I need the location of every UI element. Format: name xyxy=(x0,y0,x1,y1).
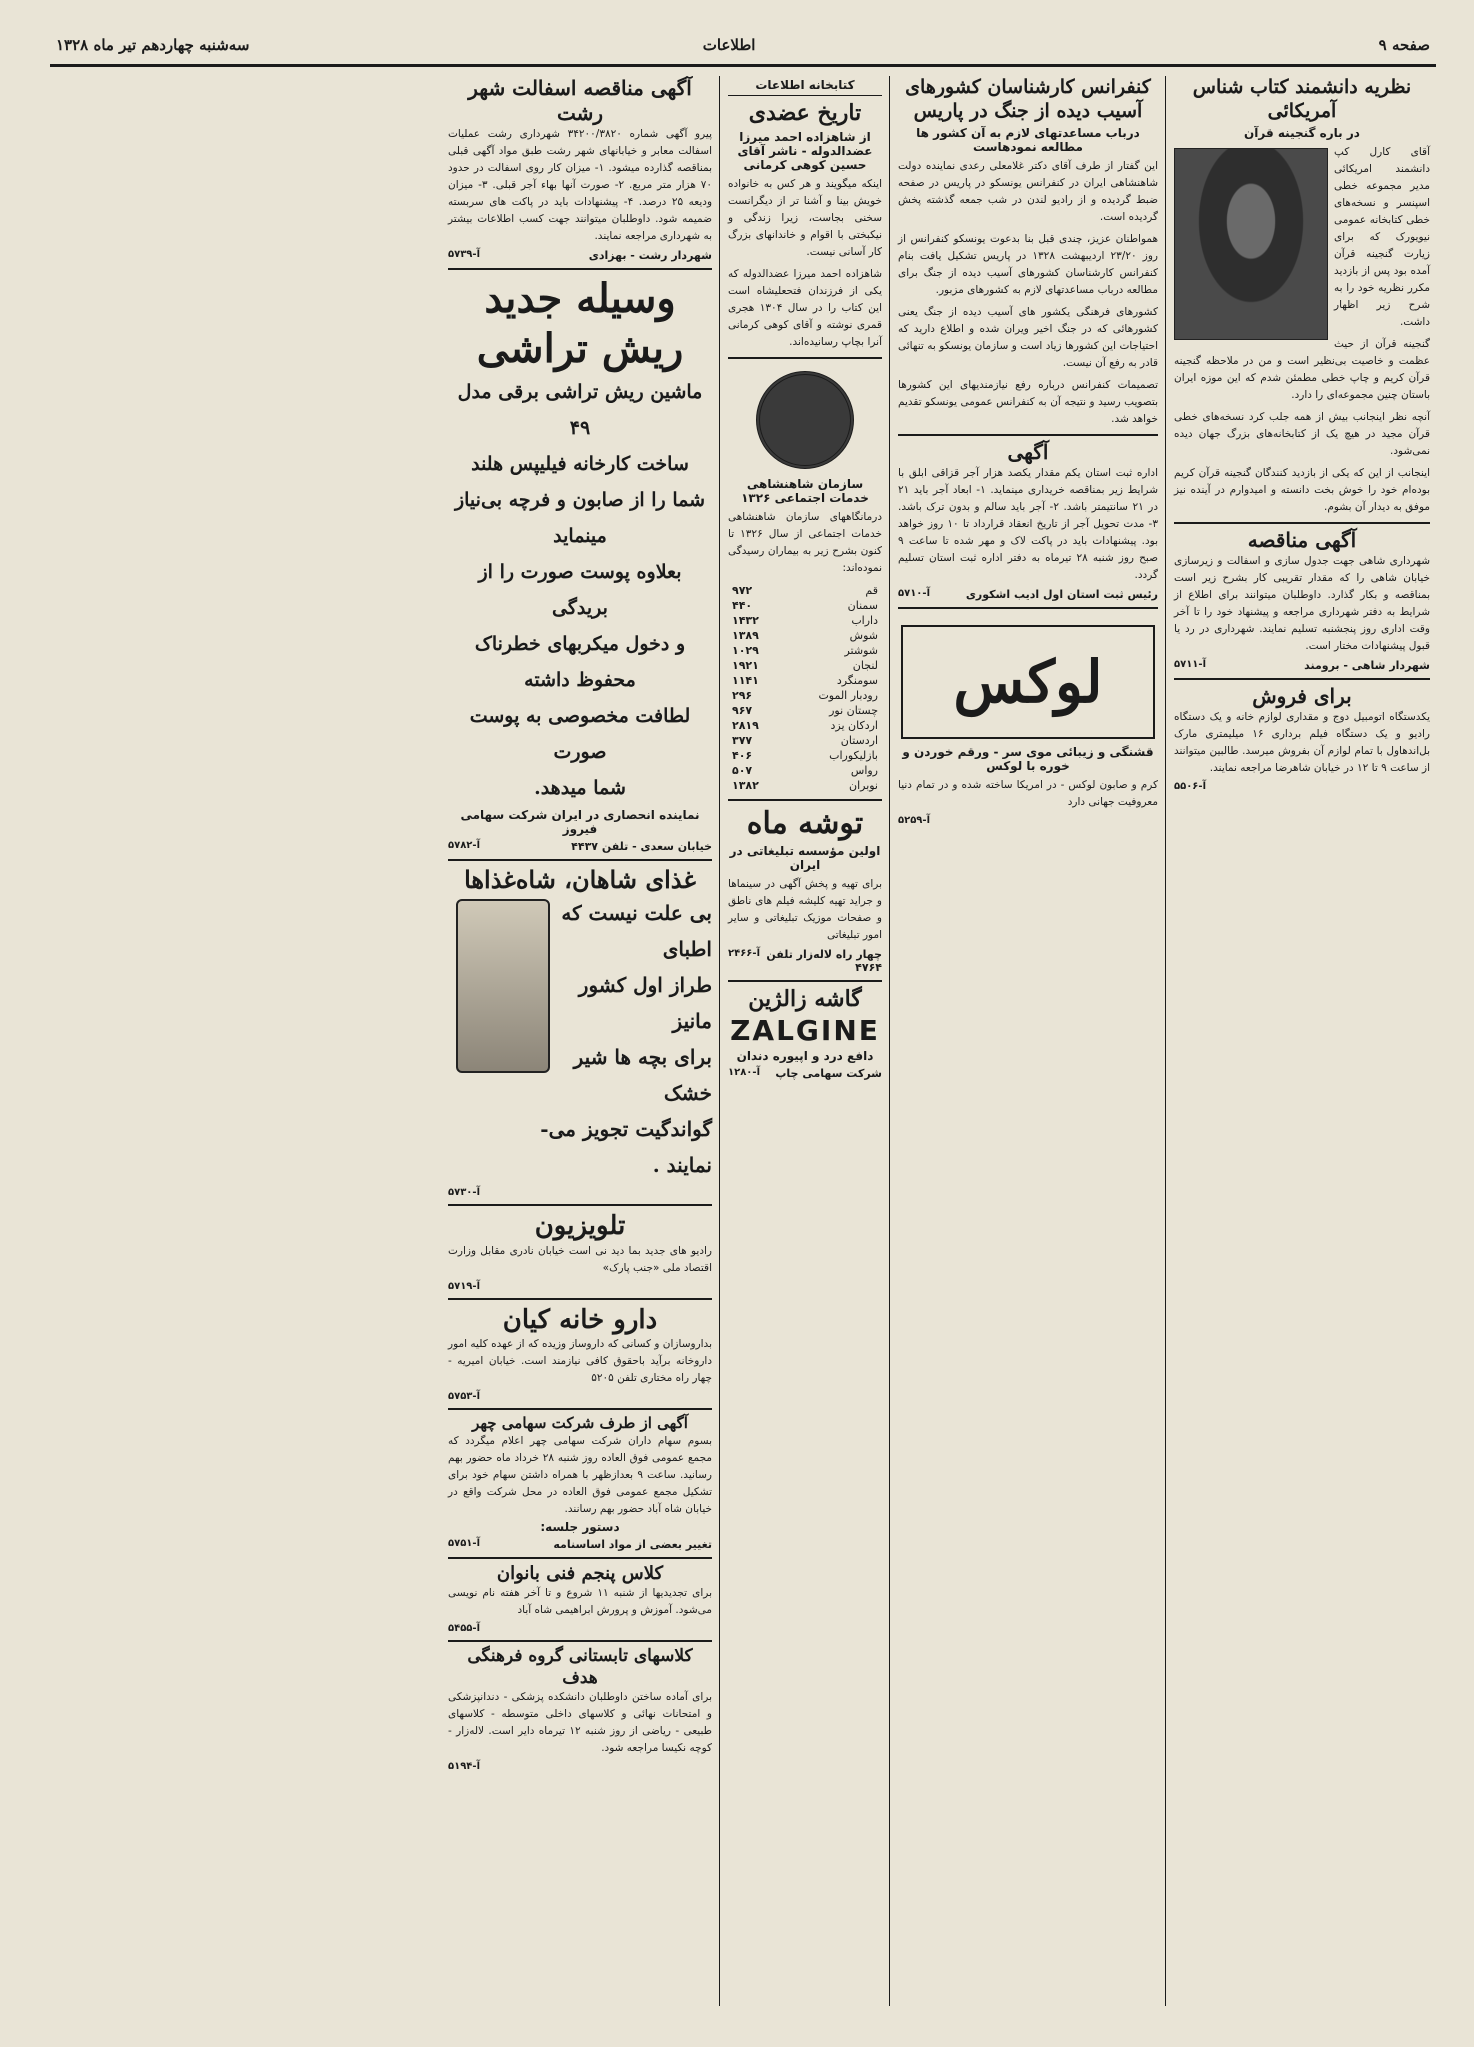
paragraph: گنجینه قرآن از حیث عظمت و خاصیت بی‌نظیر است و من در ملاحظه گنجینه قرآن کریم و چاپ خطی مطمئن شدم که این موزه ایران باستان چنین مجموعه‌ای را دارد. xyxy=(1174,337,1430,401)
tousheh-subtitle: اولین مؤسسه تبلیغاتی در ایران xyxy=(729,844,881,872)
zalgine-title-fa: گاشه زالژین xyxy=(748,986,862,1012)
clinic-row xyxy=(728,643,882,658)
column-rule xyxy=(1165,76,1166,2006)
shaver-address: خیابان سعدی - تلفن ۴۴۳۷ xyxy=(571,840,712,853)
clinic-count: ۱۱۴۱ xyxy=(732,673,759,687)
shaver-line: ساخت کارخانه فیلیپس هلند xyxy=(471,453,689,475)
rasht-tender-ad xyxy=(448,76,712,262)
ad-code: آ-۵۷۳۰ xyxy=(448,1187,480,1198)
clinic-row xyxy=(728,703,882,718)
tender-title: آگهی مناقصه xyxy=(1247,527,1357,552)
clinic-count: ۲۹۶ xyxy=(732,688,753,702)
clinic-city: سمنان xyxy=(847,598,878,612)
clinic-count: ۱۰۲۹ xyxy=(732,643,759,657)
notice-title: آگهی xyxy=(1007,439,1049,464)
company-notice-ad xyxy=(448,1408,712,1551)
clinic-count: ۱۳۸۲ xyxy=(732,778,759,792)
article-subtitle: درباب مساعدتهای لازم به آن کشور ها مطالعه نمودهاست xyxy=(916,125,1140,154)
sale-footer xyxy=(1174,781,1430,792)
philips-shaver-ad xyxy=(448,268,712,853)
ad-code: آ-۵۷۱۱ xyxy=(1174,658,1206,670)
clinic-row xyxy=(728,613,882,628)
institution-intro: درمانگاههای سازمان شاهنشاهی خدمات اجتماعی از سال ۱۳۲۶ تا کنون بشرح زیر به بیماران رسیدگی نموده‌اند: xyxy=(728,510,882,574)
ad-code: آ-۵۷۸۲ xyxy=(448,840,480,851)
sale-title: برای فروش xyxy=(1252,683,1352,708)
article-body xyxy=(898,158,1158,428)
article-carl-kup xyxy=(1174,76,1430,516)
shaver-agent: نماینده انحصاری در ایران شرکت سهامی فیروز xyxy=(460,808,700,836)
column-3 xyxy=(722,76,888,2006)
summer-body: برای آماده ساختن داوطلبان دانشکده پزشکی - دندانپزشکی و امتحانات نهائی و کلاسهای داخلی متوسطه - کلاسهای طبیعی - ریاضی از روز شنبه ۱۲ تیرماه دایر است. لاله‌زار - کوچه نکیسا مراجعه شود. xyxy=(448,1690,712,1754)
article-subtitle: در باره گنجینه قرآن xyxy=(1244,125,1360,140)
clinic-row xyxy=(728,673,882,688)
social-services-notice xyxy=(728,357,882,793)
clinic-city: رودبار الموت xyxy=(818,688,878,702)
clinic-city: شوشتر xyxy=(844,643,878,657)
ad-code: آ-۵۱۹۴ xyxy=(448,1760,480,1772)
clinic-city: رواس xyxy=(850,763,878,777)
zalgine-slogan: دافع درد و اپیوره دندان xyxy=(736,1048,874,1063)
column-2 xyxy=(892,76,1164,2006)
clinic-city: سومنگرد xyxy=(836,673,878,687)
paragraph: کشورهای فرهنگی یکشور های آسیب دیده از جنگ یعنی کشورهائی که در جنگ اخیر ویران شده و اطلاع دارید که احتیاجات این کشورها زیاد است و سازمان یونسکو به تنهائی قادر به رفع آن نیست. xyxy=(898,305,1158,369)
tousheh-ad xyxy=(728,799,882,975)
column-rule xyxy=(889,76,890,2006)
article-unesco xyxy=(898,76,1158,428)
clinic-row xyxy=(728,658,882,673)
tousheh-address: چهار راه لاله‌زار تلفن ۴۷۶۴ xyxy=(766,948,882,974)
lux-ad xyxy=(898,607,1158,826)
clinic-city: شوش xyxy=(849,628,878,642)
paragraph: همواطنان عزیز، چندی قبل بنا بدعوت یونسکو کنفرانس از روز ۲۳/۲۰ اردیبهشت ۱۳۲۸ در پاریس تشکیل یافت بنام کنفرانس کارشناسان کشورهای آسیب دیده از جنگ برای مطالعه درباب مساعدتهای لازم به کشورهای مزبور. xyxy=(898,232,1158,296)
television-ad xyxy=(448,1204,712,1292)
section-label: کتابخانه اطلاعات xyxy=(728,78,882,96)
portrait-photo xyxy=(1174,148,1328,340)
ad-code: آ-۵۴۵۵ xyxy=(448,1623,480,1635)
sale-ad xyxy=(1174,678,1430,792)
pharmacy-footer xyxy=(448,1391,712,1402)
zalgine-company: شرکت سهامی چاپ xyxy=(775,1066,882,1080)
zalgine-footer xyxy=(728,1067,882,1080)
brick-notice-ad xyxy=(898,434,1158,601)
paragraph: شاهزاده احمد میرزا عضدالدوله که یکی از فرزندان فتحعلیشاه است این کتاب را در سال ۱۳۰۴ هجری قمری نوشته و آقای کوهی کرمانی آنرا بچاپ رسانیده‌اند. xyxy=(728,267,882,348)
clinic-count: ۱۳۸۹ xyxy=(732,628,759,642)
paragraph: اینجانب از این که یکی از بازدید کنندگان گنجینه قرآن کریم بوده‌ام خود را خوش بخت دانسته و امیدوارم در آینده نیز موفق به دیدار آن بشوم. xyxy=(1174,466,1430,513)
column-1 xyxy=(1168,76,1436,2006)
sale-body: یکدستگاه اتومبیل دوج و مقداری لوازم خانه و یک دستگاه رادیو و یک دستگاه فیلم برداری ۱۶ میلیمتری مارک بل‌اندهاول با تمام لوازم آن بفروش میرسد. طالبین میتوانند از ساعت ۹ تا ۱۲ در خیابان شاهرضا مراجعه نمایند. xyxy=(1174,710,1430,774)
rasht-signature: شهردار رشت - بهزادی xyxy=(588,249,712,262)
clinic-city: لنجان xyxy=(852,658,878,672)
food-line: گواندگیت تجویز می- xyxy=(540,1117,712,1141)
emblem-caption: سازمان شاهنشاهی خدمات اجتماعی ۱۳۲۶ xyxy=(741,476,869,505)
class5-body: برای تجدیدیها از شنبه ۱۱ شروع و تا آخر هفته نام نویسی می‌شود. آموزش و پرورش ابراهیمی شاه آباد xyxy=(448,1587,712,1617)
food-line: نمایند . xyxy=(652,1153,712,1177)
shaver-footer xyxy=(448,840,712,853)
shaver-line: شما را از صابون و فرچه بی‌نیاز مینماید xyxy=(454,489,706,547)
tv-title: تلویزیون xyxy=(534,1211,626,1241)
clinic-city: اردستان xyxy=(840,733,878,747)
clinic-city: بازلیکوراب xyxy=(829,748,878,762)
book-review xyxy=(728,100,882,351)
rasht-title: آگهی مناقصه اسفالت شهر رشت xyxy=(468,76,692,125)
tender-body: شهرداری شاهی جهت جدول سازی و اسفالت و زیرسازی خیابان شاهی را که مقدار تقریبی کار بشرح زیر است بمناقصه و بکار گذارد. داوطلبان میتوانند برای اطلاع از شرایط به دفتر شهرداری مراجعه و پیشنهاد خود را تا آخر وقت اداری روز پنجشنبه تسلیم نمایند. شهرداری در رد یا قبول پیشنهادات مختار است. xyxy=(1174,554,1430,652)
article-title: نظریه دانشمند کتاب شناس آمریکائی xyxy=(1192,76,1412,122)
clinic-row xyxy=(728,778,882,793)
agenda-item: تغییر بعضی از مواد اساسنامه xyxy=(553,1537,712,1551)
page-header xyxy=(50,30,1436,67)
paragraph: این گفتار از طرف آقای دکتر غلامعلی رعدی نماینده دولت شاهنشاهی ایران در کنفرانس یونسکو در پاریس در صفحه ضبط گردیده و از رادیو لندن در شب جمعه گذشته پخش گردیده است. xyxy=(898,159,1158,223)
ad-code: آ-۵۷۱۰ xyxy=(898,587,930,599)
tender-signature: شهردار شاهی - برومند xyxy=(1304,658,1430,672)
tousheh-body: برای تهیه و پخش آگهی در سینماها و جراید تهیه کلیشه فیلم های ناطق و صفحات موزیک تبلیغاتی و سایر امور تبلیغاتی xyxy=(728,878,882,941)
shaver-title: وسیله جدید ریش تراشی xyxy=(476,275,684,372)
shaver-line: ماشین ریش تراشی برقی مدل ۴۹ xyxy=(457,381,703,439)
clinic-count: ۱۴۳۲ xyxy=(732,613,759,627)
book-body xyxy=(728,176,882,351)
clinic-row xyxy=(728,583,882,598)
clinic-row xyxy=(728,688,882,703)
class5-title: کلاس پنجم فنی بانوان xyxy=(496,1562,664,1584)
clinic-row xyxy=(728,763,882,778)
shaver-line: لطافت مخصوصی به پوست صورت xyxy=(469,705,691,763)
zalgine-ad xyxy=(728,980,882,1080)
rasht-body: پیرو آگهی شماره ۳۴۲۰۰/۳۸۲۰ شهرداری رشت عملیات اسفالت معابر و خیابانهای شهر رشت طبق مواد آگهی قبلی بمناقصه گذارده میشود. ۱- میزان کار روی اسفالت در حدود ۷۰ هزار متر مربع. ۲- صورت آنها بهاء آجر قبلی. ۳- میزان ودیعه ۲۵ درصد. ۴- پیشنهادات باید در پاکت های سربسته ضمیمه شود. داوطلبان میتوانند جهت کسب اطلاعات بیشتر به شهرداری مراجعه نمایند. xyxy=(448,128,713,242)
book-author: از شاهزاده احمد میرزا عضدالدوله - ناشر آقای حسین کوهی کرمانی xyxy=(737,129,873,172)
paragraph: اینکه میگویند و هر کس به خانواده خویش بینا و آشنا تر از دیگرانست سخنی بجاست، زیرا زندگی و نیکبختی با اقوام و خاندانهای بزرگ کار آسانی نیست. xyxy=(728,177,882,258)
food-title: غذای شاهان، شاه‌غذاها xyxy=(464,865,696,894)
column-rule xyxy=(719,76,720,2006)
ad-code: آ-۵۲۵۹ xyxy=(898,814,930,826)
milk-powder-ad xyxy=(448,859,712,1198)
clinic-table xyxy=(728,583,882,793)
lux-slogan: قشنگی و زیبائی موی سر - ورقم خوردن و خوره با لوکس xyxy=(902,744,1154,773)
clinic-count: ۴۰۶ xyxy=(732,748,753,762)
column-4 xyxy=(442,76,718,2006)
summer-footer xyxy=(448,1761,712,1772)
summer-class-ad xyxy=(448,1640,712,1772)
article-title: کنفرانس کارشناسان کشورهای آسیب دیده از جنگ در پاریس xyxy=(905,76,1151,122)
issue-date: سه‌شنبه چهاردهم تیر ماه ۱۳۲۸ xyxy=(56,36,250,54)
ad-code: آ-۵۷۵۳ xyxy=(448,1391,480,1402)
tv-body: رادیو های جدید بما دید نی است خیابان نادری مقابل وزارت اقتصاد ملی «جنب پارک» xyxy=(448,1244,712,1274)
notice-body: اداره ثبت استان یکم مقدار یکصد هزار آجر قزاقی ابلق با شرایط زیر بمناقصه خریداری مینماید. ۱- ابعاد آجر باید ۲۱ در ۲۱ سانتیمتر باشد. ۲- آجر باید سالم و بدون ترک باشد. ۳- مدت تحویل آجر از تاریخ انعقاد قرارداد تا ۱۰ روز خواهد بود. پیشنهادات باید در پاکت لاک و مهر شده تا ساعت ۹ صبح روز شنبه ۲۸ تیرماه به دفتر اداره ثبت استان تسلیم گردد. xyxy=(898,466,1158,581)
company-body: بسوم سهام داران شرکت سهامی چهر اعلام میگردد که مجمع عمومی فوق العاده روز شنبه ۲۸ خرداد ماه حضور بهم رسانید. ساعت ۹ بعدازظهر با همراه داشتن سهام خود برای تشکیل مجمع عمومی فوق العاده در محل شرکت واقع در خیابان شاه آباد حضور بهم رسانند. xyxy=(448,1434,712,1515)
paragraph: آنچه نظر اینجانب بیش از همه جلب کرد نسخه‌های خطی قرآن مجید در هیچ یک از کتابخانه‌های بزرگ جهان دیده نمی‌شود. xyxy=(1174,410,1430,457)
clinic-count: ۹۷۲ xyxy=(732,583,753,597)
pharmacy-ad xyxy=(448,1298,712,1403)
clinic-city: نوبران xyxy=(848,778,878,792)
milk-can-illustration xyxy=(456,899,550,1073)
ad-code: آ-۲۴۶۶ xyxy=(728,948,760,959)
clinic-row xyxy=(728,628,882,643)
lux-footer xyxy=(898,815,1158,826)
class5-footer xyxy=(448,1623,712,1634)
notice-footer xyxy=(898,588,1158,601)
ad-code: آ-۵۷۱۹ xyxy=(448,1280,480,1292)
ad-code: آ-۱۲۸۰ xyxy=(728,1066,760,1078)
food-footer xyxy=(448,1187,712,1198)
class5-ad xyxy=(448,1557,712,1635)
clinic-row xyxy=(728,748,882,763)
institution-emblem xyxy=(756,371,854,469)
agenda-title: دستور جلسه: xyxy=(540,1519,620,1534)
tousheh-footer xyxy=(728,948,882,974)
paragraph: آقای کارل کپ دانشمند امریکائی مدیر مجموعه خطی اسپنسر و نسخه‌های خطی کتابخانه عمومی نیویورک که برای زیارت گنجینه قرآن آمده بود پس از بازدید مکرر نظریه خود را به شرح زیر اظهار داشت. xyxy=(1334,145,1430,328)
food-line: بی علت نیست که اطبای xyxy=(561,901,712,961)
rasht-footer xyxy=(448,249,712,262)
tender-ad xyxy=(1174,522,1430,672)
shaver-line: و دخول میکربهای خطرناک محفوظ داشته xyxy=(474,633,686,691)
clinic-count: ۹۶۷ xyxy=(732,703,753,717)
tv-footer xyxy=(448,1281,712,1292)
company-footer xyxy=(448,1538,712,1551)
tousheh-logo: توشه ماه xyxy=(746,805,864,841)
summer-title: کلاسهای تابستانی گروه فرهنگی هدف xyxy=(467,1646,693,1688)
tender-footer xyxy=(1174,659,1430,672)
lux-note: کرم و صابون لوکس - در امریکا ساخته شده و در تمام دنیا معروفیت جهانی دارد xyxy=(898,778,1158,808)
clinic-row xyxy=(728,718,882,733)
paragraph: تصمیمات کنفرانس درباره رفع نیازمندیهای این کشورها بتصویب رسید و نتیجه آن به کنفرانس عمومی یونسکو تقدیم خواهد شد. xyxy=(898,378,1158,425)
clinic-city: داراب xyxy=(851,613,878,627)
page-number: صفحه ۹ xyxy=(1378,36,1430,54)
lux-logo: لوکس xyxy=(901,625,1155,739)
company-title: آگهی از طرف شرکت سهامی چهر xyxy=(472,1414,688,1432)
pharmacy-body: بداروسازان و کسانی که داروساز وزیده که از عهده کلیه امور داروخانه برآید باحقوق کافی نیازمند است. خیابان امیریه - چهار راه مختاری تلفن ۵۲۰۵ xyxy=(448,1338,712,1384)
clinic-count: ۴۴۰ xyxy=(732,598,753,612)
clinic-count: ۲۸۱۹ xyxy=(732,718,759,732)
zalgine-title-en: ZALGINE xyxy=(730,1013,880,1047)
food-line: برای بچه ها شیر خشک xyxy=(573,1045,712,1105)
notice-signature: رئیس ثبت استان اول ادیب اشکوری xyxy=(965,587,1158,601)
ad-code: آ-۵۷۳۹ xyxy=(448,249,480,260)
ad-code: آ-۵۵۰۶ xyxy=(1174,780,1206,792)
paper-name: اطلاعات xyxy=(702,36,756,54)
pharmacy-title: دارو خانه کیان xyxy=(502,1304,658,1335)
shaver-line: شما میدهد. xyxy=(534,777,626,799)
ad-code: آ-۵۷۵۱ xyxy=(448,1537,480,1549)
clinic-city: قم xyxy=(865,583,878,597)
clinic-count: ۱۹۲۱ xyxy=(732,658,759,672)
clinic-row xyxy=(728,733,882,748)
clinic-row xyxy=(728,598,882,613)
food-line: طراز اول کشور مانیز xyxy=(578,973,712,1033)
clinic-city: چستان نور xyxy=(829,703,878,717)
clinic-count: ۳۷۷ xyxy=(732,733,753,747)
clinic-city: اردکان یزد xyxy=(830,718,878,732)
book-title: تاریخ عضدی xyxy=(748,100,862,126)
shaver-line: بعلاوه پوست صورت را از بریدگی xyxy=(478,561,682,619)
clinic-count: ۵۰۷ xyxy=(732,763,753,777)
